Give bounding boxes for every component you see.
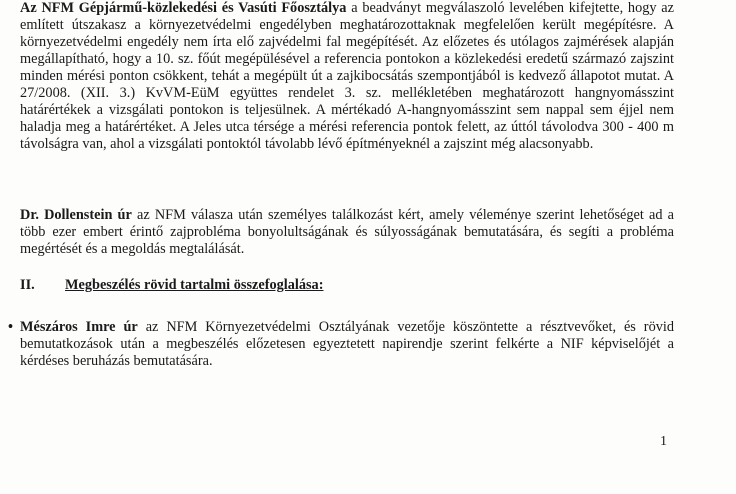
section-number: II. (20, 277, 35, 293)
paragraph-text: a beadványt megválaszoló levelében kifejtette, hogy az említett útszakasz a környezetvédelmi engedélyben meghatározottaknak megfelelően került megépítésre. A környezetvédelmi engedély nem írta elő zajvédelmi fal megépítését. Az előzetes és utólagos zajmérések alapján megállapítható, hogy a 10. sz. főút megépülésével a referencia pontokon a közlekedési eredetű származó zajszint minden mérési ponton csökkent, tehát a megépült út a zajkibocsátás szempontjából is kedvező állapotot mutat. A 27/2008. (XII. 3.) KvVM-EüM együttes rendelet 3. sz. mellékletében meghatározott hangnyomásszint határértékek a vizsgálati pontokon is teljesülnek. A mértékadó A-hangnyomásszint sem nappal sem éjjel nem haladja meg a határértéket. A Jeles utca térsége a mérési referencia pontok felett, az úttól távolodva 300 - 400 m távolságra van, ahol a vizsgálati pontoktól távolabb lévő építményeknél a zajszint még alacsonyabb. (20, 0, 674, 152)
paragraph-nfm-response (20, 0, 674, 153)
paragraph-bold-lead: Dr. Dollenstein úr (20, 207, 132, 223)
bullet-icon: • (8, 319, 14, 335)
list-item-bold-lead: Mészáros Imre úr (20, 319, 138, 335)
section-title: Megbeszélés rövid tartalmi összefoglalása: (65, 277, 324, 293)
list-item-text: az NFM Környezetvédelmi Osztályának vezetője köszöntette a résztvevőket, és rövid bemutatkozások után a megbeszélés előzetesen egyeztetett napirendje szerint felkérte a NIF képviselőjét a kérdéses beruházás bemutatására. (20, 319, 674, 369)
page-number: 1 (660, 434, 667, 449)
paragraph-text: az NFM válasza után személyes találkozást kért, amely véleménye szerint lehetőséget ad a több ezer embert érintő zajprobléma bonyolultságának és súlyosságának bemutatására, és segíti a probléma megértését és a megoldás megtalálását. (20, 207, 674, 257)
paragraph-dollenstein (20, 207, 674, 258)
section-heading (20, 277, 674, 294)
list-item (8, 319, 674, 370)
paragraph-bold-lead: Az NFM Gépjármű-közlekedési és Vasúti Főosztálya (20, 0, 347, 16)
